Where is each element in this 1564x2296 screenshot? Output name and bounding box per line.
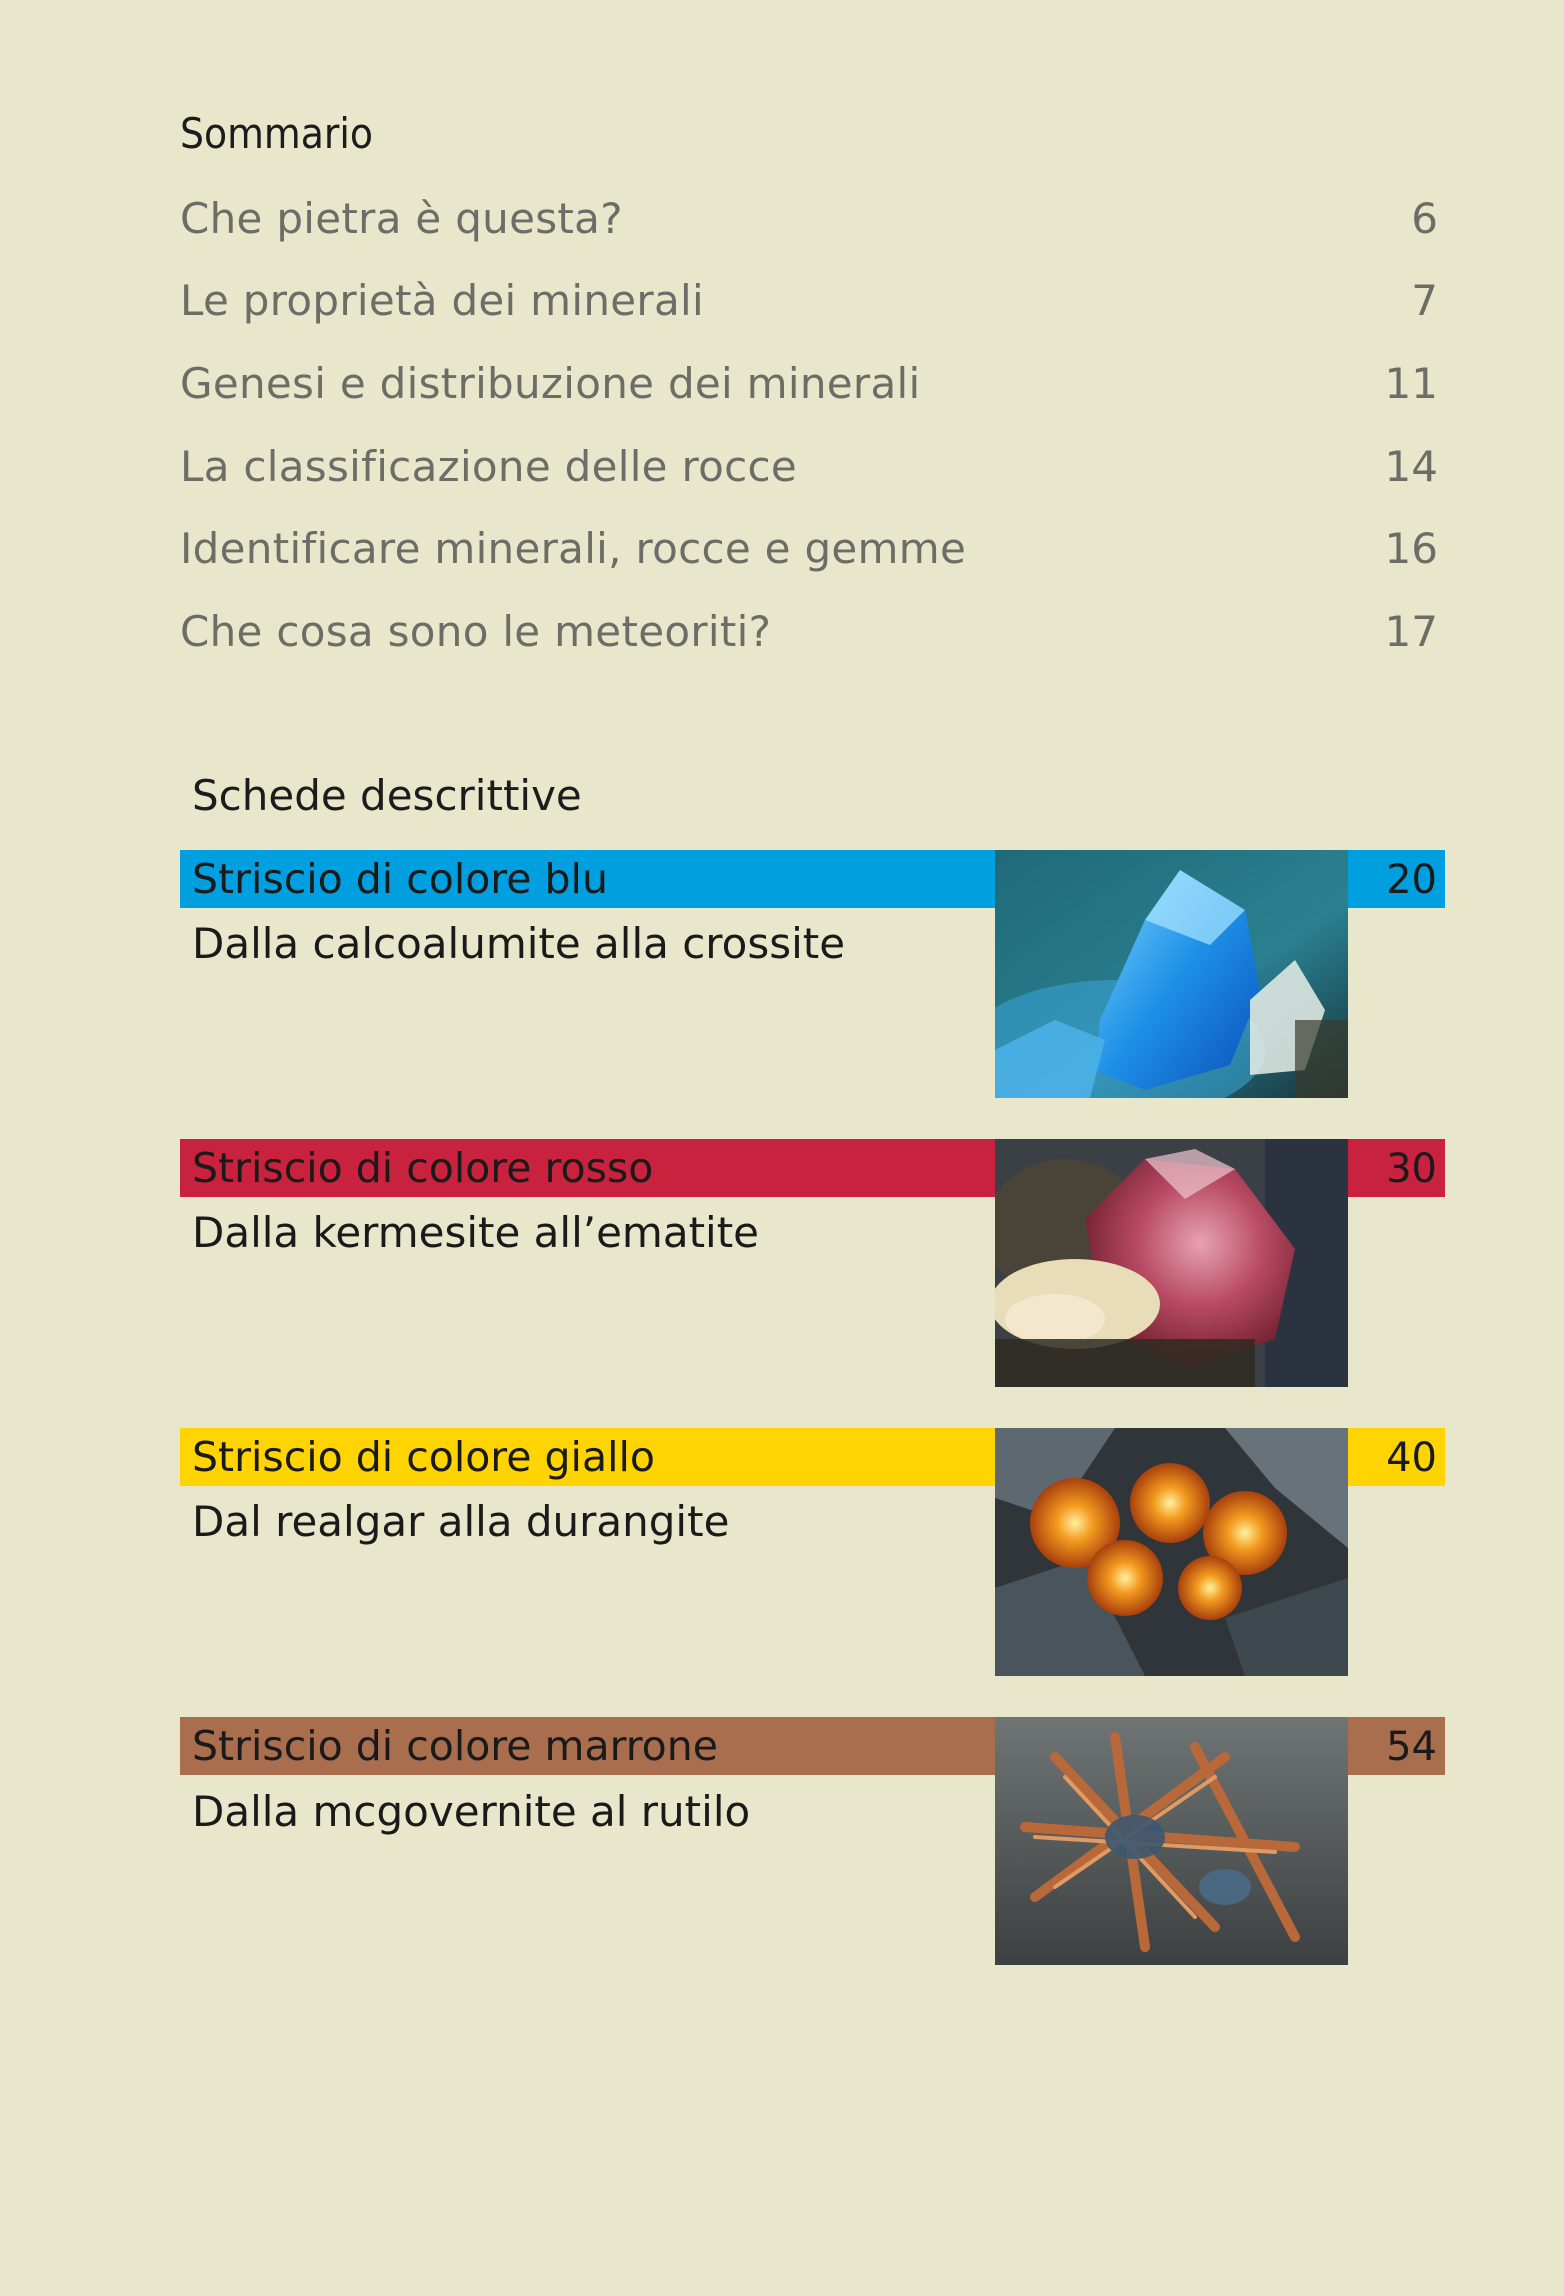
section-title: Striscio di colore blu [192, 855, 608, 903]
section-page: 54 [1386, 1724, 1437, 1770]
toc-entry-page: 16 [1384, 523, 1438, 573]
section-page: 30 [1386, 1146, 1437, 1192]
mineral-photo-yellow [995, 1428, 1348, 1676]
mineral-photo-blue [995, 850, 1348, 1098]
toc-entry-label: Genesi e distribuzione dei minerali [180, 358, 921, 408]
toc-entry-label: La classificazione delle rocce [180, 441, 798, 491]
section-page: 20 [1386, 857, 1437, 903]
toc-entry[interactable] [180, 188, 1438, 248]
toc-entry[interactable] [180, 601, 1438, 661]
toc-entry-label: Che pietra è questa? [180, 193, 623, 243]
section-title: Striscio di colore marrone [192, 1722, 718, 1770]
toc-entry[interactable] [180, 353, 1438, 413]
section-range: Dalla mcgovernite al rutilo [192, 1787, 751, 1836]
toc-entry-page: 11 [1384, 358, 1438, 408]
toc-entry-page: 14 [1384, 441, 1438, 491]
toc-heading: Sommario [180, 109, 374, 158]
section-range: Dal realgar alla durangite [192, 1497, 730, 1546]
section-page: 40 [1386, 1435, 1437, 1481]
mineral-photo-brown [995, 1717, 1348, 1965]
section-title: Striscio di colore giallo [192, 1433, 655, 1481]
toc-entry-label: Che cosa sono le meteoriti? [180, 606, 772, 656]
section-range: Dalla kermesite all’ematite [192, 1208, 760, 1257]
cards-heading: Schede descrittive [192, 771, 582, 820]
toc-entry-page: 7 [1411, 275, 1438, 325]
mineral-photo-red [995, 1139, 1348, 1387]
toc-entry-page: 17 [1384, 606, 1438, 656]
section-title: Striscio di colore rosso [192, 1144, 654, 1192]
toc-entry-label: Identificare minerali, rocce e gemme [180, 523, 967, 573]
toc-entry[interactable] [180, 518, 1438, 578]
toc-entry-label: Le proprietà dei minerali [180, 275, 704, 325]
toc-entry-page: 6 [1411, 193, 1438, 243]
toc-entry[interactable] [180, 270, 1438, 330]
toc-entry[interactable] [180, 436, 1438, 496]
section-range: Dalla calcoalumite alla crossite [192, 919, 846, 968]
